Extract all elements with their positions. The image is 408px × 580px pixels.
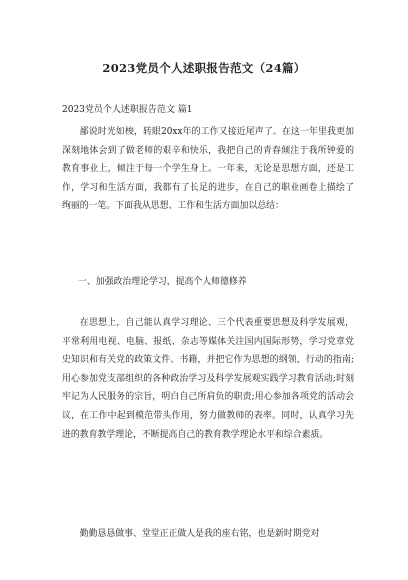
- document-title: 2023党员个人述职报告范文（24篇）: [102, 61, 306, 75]
- paragraph-intro: 鄙说时光如梭，转眼20xx年的工作又接近尾声了。在这一年里我更加深刻地体会到了做老师的艰辛和快乐，我把自己的青春倾注于我所钟爱的教育事业上，倾注于每一个学生身上。一年来，无论是思想方面，还是工作，学习和生活方面，我都有了长足的进步，在自己的职业画卷上描绘了绚丽的一笔。下面我从思想、工作和生活方面加以总结：: [62, 127, 354, 212]
- paragraph-motto: 勤勤恳恳做事、堂堂正正做人是我的座右铭，也是新时期党对: [79, 529, 320, 539]
- section-subtitle: 2023党员个人述职报告范文 篇1: [62, 105, 193, 115]
- paragraph-thought: 在思想上，自己能认真学习理论、三个代表重要思想及科学发展观，平常利用电视、电脑、报纸、杂志等媒体关注国内国际形势，学习党章党史知识和有关党的政策文件、书籍，并把它作为思想的纲领，行动的指南;用心参加党支部组织的各种政治学习及科学发展观实践学习教育活动;时刻牢记为人民服务的宗旨，明白自己所肩负的职责;用心参加各项党的活动会议，在工作中起到模范带头作用，努力做教师的表率。同时，认真学习先进的教育教学理论，不断提高自己的教育教学理论水平和综合素质。: [62, 318, 354, 440]
- section-heading: 一、加强政治理论学习，提高个人师德修养: [78, 277, 247, 287]
